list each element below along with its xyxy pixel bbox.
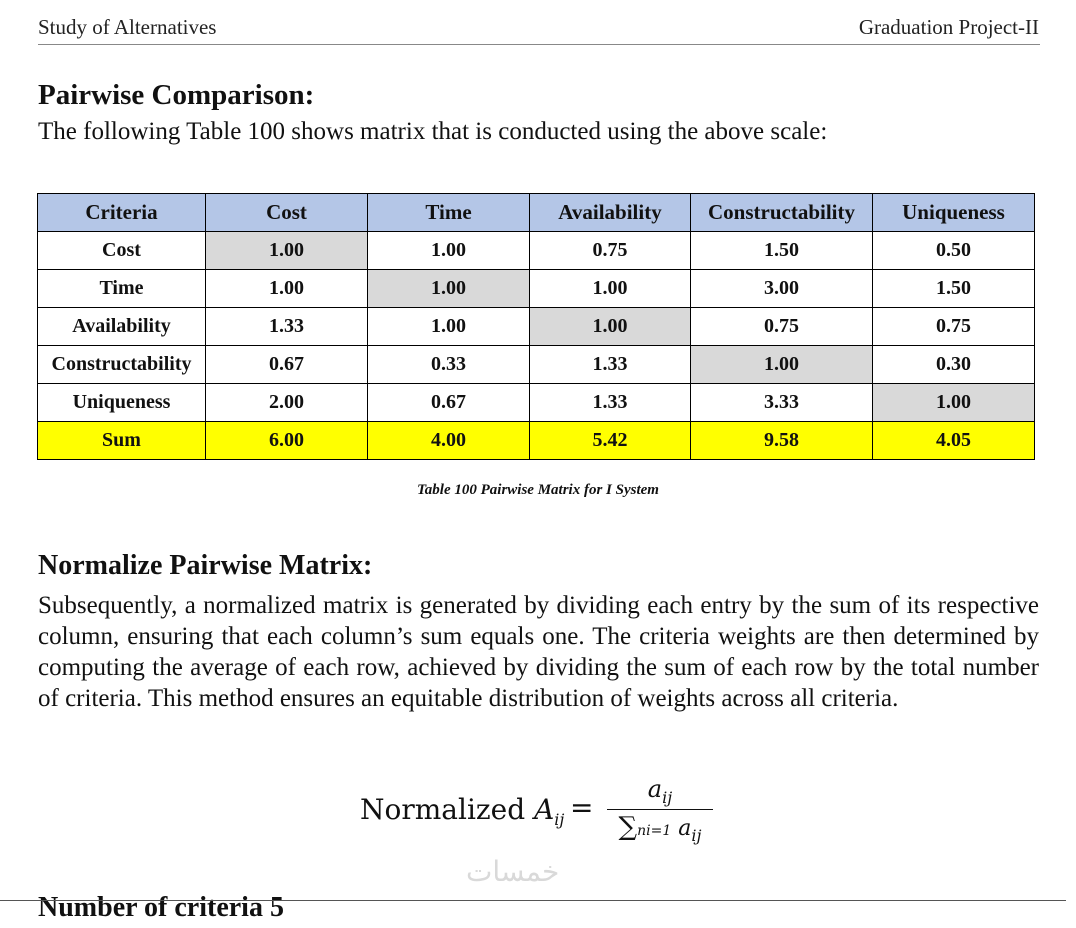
table-cell: 0.75 [873, 308, 1035, 346]
formula-denominator [605, 810, 715, 845]
row-label: Time [38, 270, 206, 308]
page-bottom-rule [0, 900, 1066, 901]
table-cell: 1.00 [206, 270, 368, 308]
header-cell: Criteria [38, 194, 206, 232]
header-rule-left [38, 44, 538, 45]
pairwise-matrix-table [37, 193, 1035, 460]
table-cell: 0.75 [530, 232, 691, 270]
table-cell: 1.00 [530, 308, 691, 346]
formula-lhs [360, 793, 564, 829]
table-row [38, 270, 1035, 308]
body-paragraph: Subsequently, a normalized matrix is generated by dividing each entry by the sum of its respective column, ensuring that each column’s sum equals one. The criteria weights are then determined by computing the average of each row, achieved by dividing the sum of each row by the total number of criteria. This method ensures an equitable distribution of weights across all criteria. [38, 592, 1039, 712]
table-cell: 1.00 [368, 270, 530, 308]
section-heading-normalize: Normalize Pairwise Matrix: [38, 550, 373, 581]
header-cell: Time [368, 194, 530, 232]
numerator-subscript: ij [662, 788, 673, 807]
table-cell: 0.67 [368, 384, 530, 422]
table-cell: 0.75 [691, 308, 873, 346]
formula-word: Normalized [360, 793, 526, 826]
table-cell: 1.00 [530, 270, 691, 308]
header-rule-right [525, 44, 1040, 45]
header-cell: Constructability [691, 194, 873, 232]
header-cell: Cost [206, 194, 368, 232]
table-cell: 0.30 [873, 346, 1035, 384]
numerator-var: a [647, 775, 663, 803]
sum-cell: 6.00 [206, 422, 368, 460]
table-cell: 1.33 [206, 308, 368, 346]
table-cell: 1.50 [691, 232, 873, 270]
sum-row [38, 422, 1035, 460]
table-caption: Table 100 Pairwise Matrix for I System [417, 482, 659, 498]
table-header-row [38, 194, 1035, 232]
table-row [38, 384, 1035, 422]
section-heading-pairwise: Pairwise Comparison: [38, 79, 315, 111]
table-cell: 3.33 [691, 384, 873, 422]
table-cell: 3.00 [691, 270, 873, 308]
row-label: Availability [38, 308, 206, 346]
sum-cell: 5.42 [530, 422, 691, 460]
table-cell: 1.00 [873, 384, 1035, 422]
formula-subscript: ij [554, 810, 565, 829]
sum-upper-limit: n [637, 823, 647, 839]
table-cell: 0.50 [873, 232, 1035, 270]
table-cell: 1.33 [530, 346, 691, 384]
table-row [38, 232, 1035, 270]
row-label: Uniqueness [38, 384, 206, 422]
header-cell: Uniqueness [873, 194, 1035, 232]
header-left-title: Study of Alternatives [38, 15, 217, 39]
table-cell: 2.00 [206, 384, 368, 422]
cutoff-heading: Number of criteria 5 [38, 892, 284, 923]
table-row [38, 346, 1035, 384]
table-cell: 1.00 [368, 232, 530, 270]
watermark: خمسات [466, 855, 560, 888]
table-cell: 1.00 [368, 308, 530, 346]
formula-numerator [605, 775, 715, 809]
denominator-subscript: ij [691, 826, 702, 845]
table-cell: 1.33 [530, 384, 691, 422]
sum-cell: 4.05 [873, 422, 1035, 460]
sum-cell: 9.58 [691, 422, 873, 460]
sigma-symbol: ∑ [618, 812, 638, 842]
denominator-var: a [678, 816, 692, 841]
header-cell: Availability [530, 194, 691, 232]
sum-lower-limit: i=1 [646, 823, 672, 839]
table-cell: 1.50 [873, 270, 1035, 308]
table-cell: 0.33 [368, 346, 530, 384]
table-cell: 0.67 [206, 346, 368, 384]
table-row [38, 308, 1035, 346]
table-cell: 1.00 [691, 346, 873, 384]
header-right-title: Graduation Project-II [858, 15, 1039, 39]
sum-cell: 4.00 [368, 422, 530, 460]
sum-label: Sum [38, 422, 206, 460]
formula-fraction [605, 775, 715, 845]
table-cell: 1.00 [206, 232, 368, 270]
row-label: Constructability [38, 346, 206, 384]
normalization-formula [360, 775, 720, 855]
row-label: Cost [38, 232, 206, 270]
formula-var: A [534, 793, 555, 826]
formula-equals: = [570, 791, 594, 824]
intro-sentence: The following Table 100 shows matrix that is conducted using the above scale: [38, 118, 828, 145]
